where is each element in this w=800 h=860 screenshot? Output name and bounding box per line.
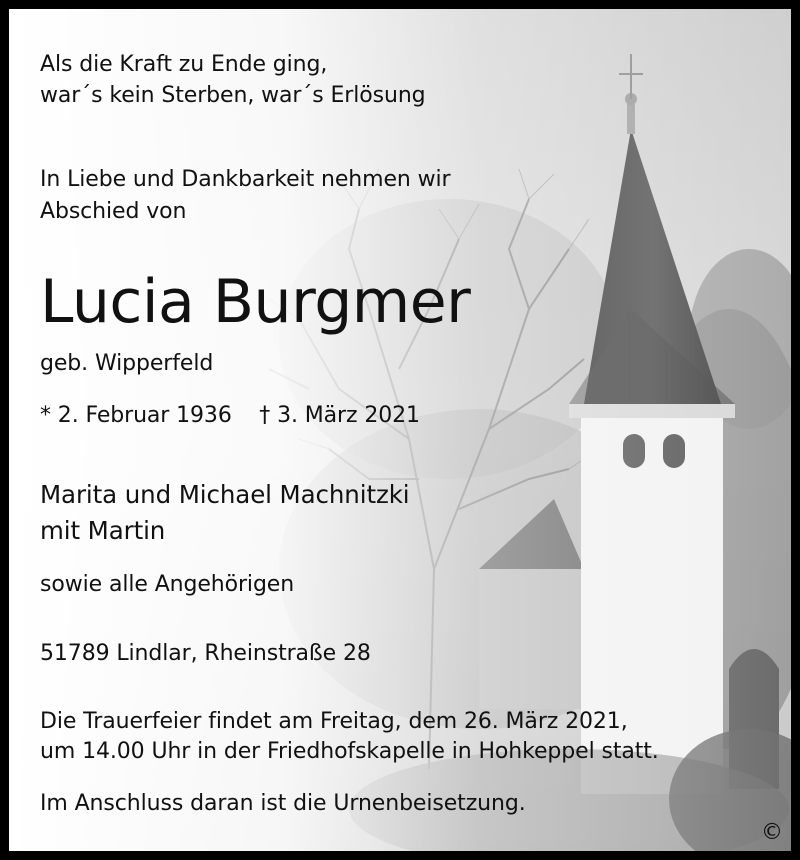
ceremony-line-2: um 14.00 Uhr in der Friedhofskapelle in Hohkeppel statt. [40,739,659,764]
intro-line-2: Abschied von [40,199,187,224]
mourners-line-1: Marita und Michael Machnitzki [40,480,410,509]
deceased-name: Lucia Burgmer [40,267,471,337]
other-relatives: sowie alle Angehörigen [40,572,295,597]
birth-name: geb. Wipperfeld [40,351,214,376]
mourners-line-2: mit Martin [40,516,166,545]
ceremony-line-3: Im Anschluss daran ist die Urnenbeisetzung. [40,791,526,816]
motto-line-1: Als die Kraft zu Ende ging, [40,52,328,77]
intro-line-1: In Liebe und Dankbarkeit nehmen wir [40,167,451,192]
address: 51789 Lindlar, Rheinstraße 28 [40,641,371,666]
copyright-symbol: © [761,820,783,845]
life-dates: * 2. Februar 1936 † 3. März 2021 [40,403,420,428]
motto-line-2: war´s kein Sterben, war´s Erlösung [40,83,426,108]
ceremony-line-1: Die Trauerfeier findet am Freitag, dem 26. März 2021, [40,709,628,734]
